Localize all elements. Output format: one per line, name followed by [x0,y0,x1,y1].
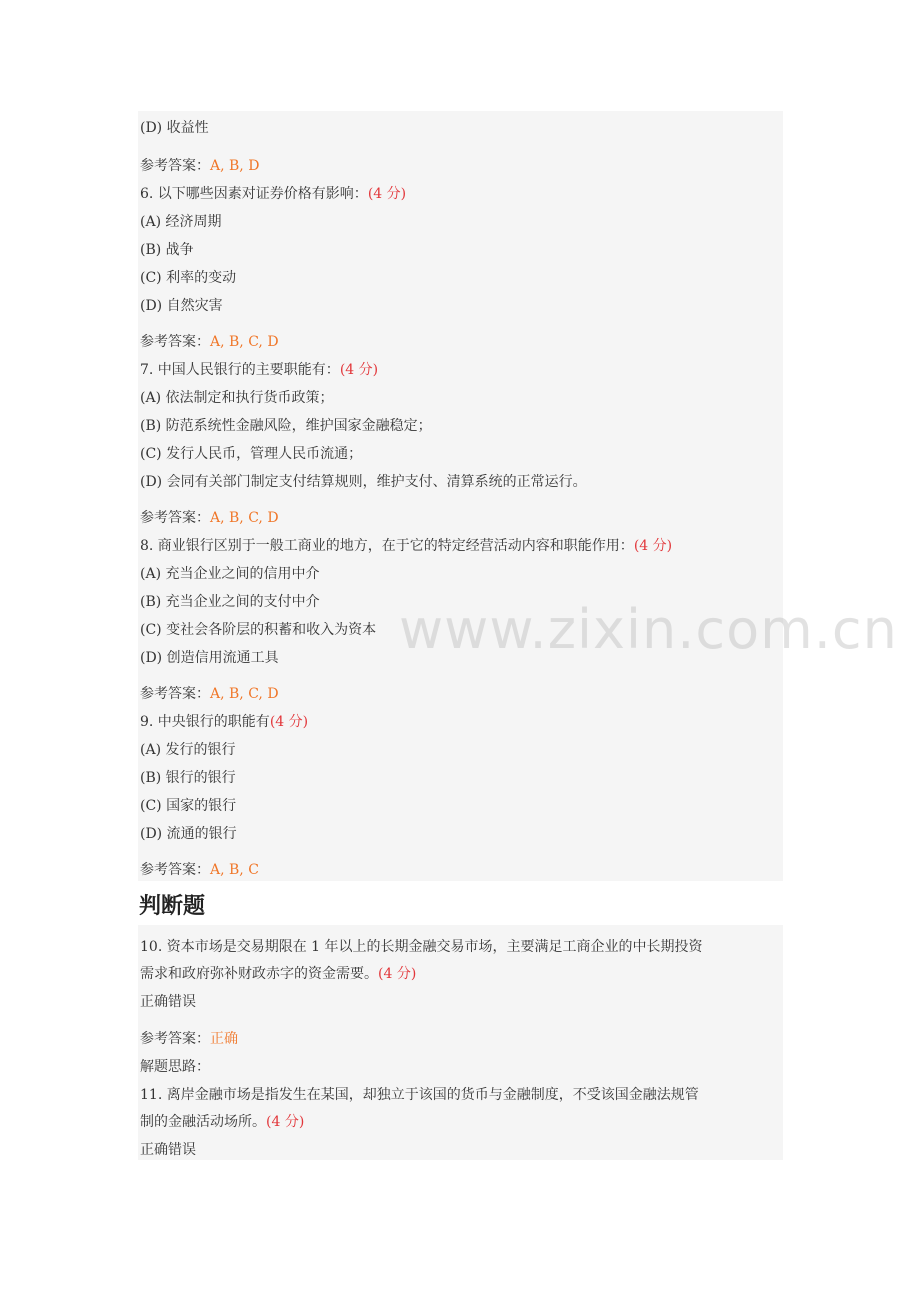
q8-option-a: (A) 充当企业之间的信用中介 [140,566,320,582]
q9-option-a: (A) 发行的银行 [140,742,236,758]
q6-option-c: (C) 利率的变动 [140,270,237,286]
q7-option-b: (B) 防范系统性金融风险，维护国家金融稳定； [140,418,432,434]
q7-question: 7. 中国人民银行的主要职能有：(4 分) [140,362,379,378]
q7-answer: A, B, C, D [210,510,279,526]
q9-answer-row: 参考答案：A, B, C [140,862,259,878]
q9-question: 9. 中央银行的职能有(4 分) [140,714,309,730]
q8-score: (4 分) [633,538,673,554]
q7-option-a: (A) 依法制定和执行货币政策； [140,390,334,406]
question-panel-multiple-choice [138,111,783,881]
q9-option-d: (D) 流通的银行 [140,826,237,842]
q6-score: (4 分) [367,186,407,202]
q10-answer-row: 参考答案：正确 [140,1031,238,1047]
q6-question: 6. 以下哪些因素对证券价格有影响：(4 分) [140,186,407,202]
q10-question-line1: 10. 资本市场是交易期限在 1 年以上的长期金融交易市场，主要满足工商企业的中长期投资 [140,939,703,955]
q7-option-c: (C) 发行人民币，管理人民币流通； [140,446,363,462]
q10-score: (4 分) [378,966,417,982]
q7-answer-row: 参考答案：A, B, C, D [140,510,279,526]
q8-answer: A, B, C, D [210,686,279,702]
q9-score: (4 分) [269,714,309,730]
q6-answer-row: 参考答案：A, B, C, D [140,334,279,350]
section-heading-true-false: 判断题 [139,893,206,919]
watermark: www.zixin.com.cn [399,598,898,661]
q10-question-line2: 需求和政府弥补财政赤字的资金需要。(4 分) [140,966,417,982]
q6-option-b: (B) 战争 [140,242,194,258]
q6-option-a: (A) 经济周期 [140,214,222,230]
q8-answer-row: 参考答案：A, B, C, D [140,686,279,702]
q11-choices: 正确错误 [140,1142,196,1158]
q7-option-d: (D) 会同有关部门制定支付结算规则，维护支付、清算系统的正常运行。 [140,474,587,490]
q5-option-d: (D) 收益性 [140,120,209,136]
q8-question: 8. 商业银行区别于一般工商业的地方，在于它的特定经营活动内容和职能作用：(4 分) [140,538,673,554]
q8-option-c: (C) 变社会各阶层的积蓄和收入为资本 [140,622,377,638]
q5-answer: A, B, D [210,158,260,174]
q11-question-line2: 制的金融活动场所。(4 分) [140,1114,305,1130]
q11-score: (4 分) [266,1114,305,1130]
q5-answer-row: 参考答案：A, B, D [140,158,260,174]
q10-choices: 正确错误 [140,994,196,1010]
q10-analysis: 解题思路： [140,1059,210,1075]
q10-answer: 正确 [210,1031,238,1047]
q9-answer: A, B, C [210,862,259,878]
q8-option-b: (B) 充当企业之间的支付中介 [140,594,320,610]
q6-answer: A, B, C, D [210,334,279,350]
q9-option-b: (B) 银行的银行 [140,770,236,786]
q6-option-d: (D) 自然灾害 [140,298,223,314]
q8-option-d: (D) 创造信用流通工具 [140,650,279,666]
q9-option-c: (C) 国家的银行 [140,798,237,814]
q11-question-line1: 11. 离岸金融市场是指发生在某国，却独立于该国的货币与金融制度，不受该国金融法规管 [140,1087,699,1103]
q7-score: (4 分) [339,362,379,378]
